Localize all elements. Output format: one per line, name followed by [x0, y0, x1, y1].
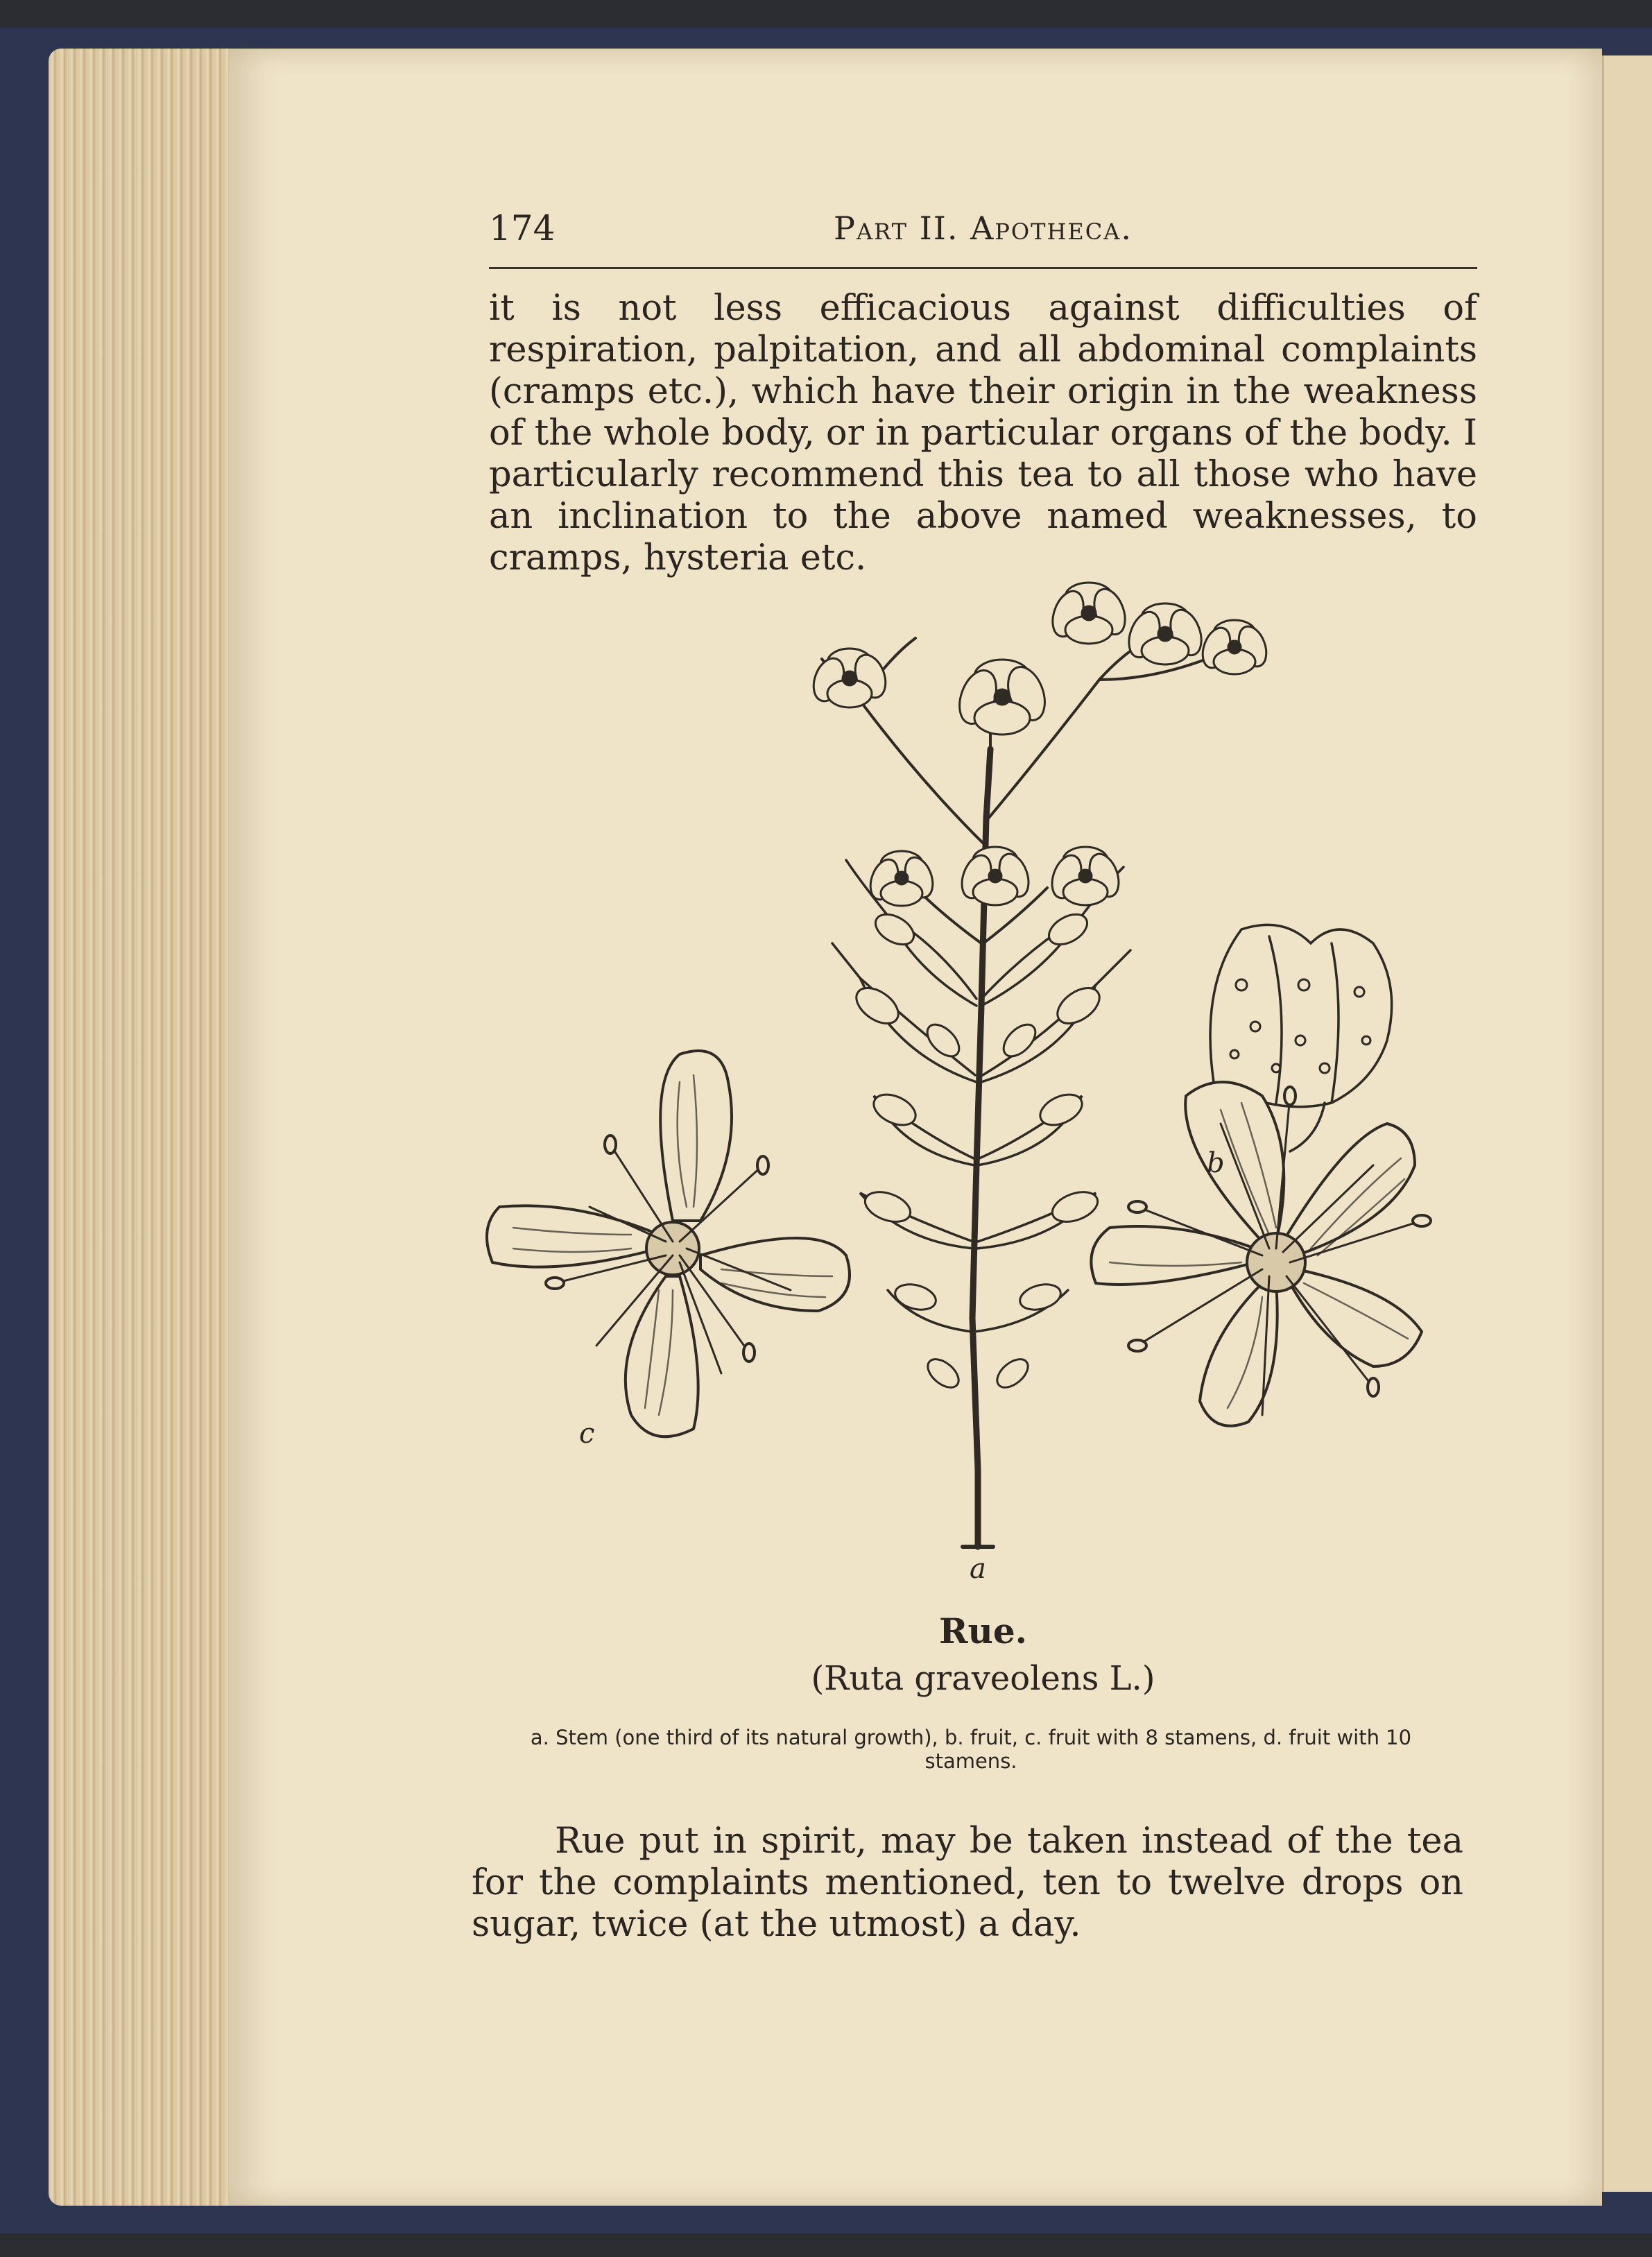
flower-mid-center — [956, 847, 1034, 905]
flower-mid-right — [1047, 847, 1124, 905]
rue-illustration — [472, 555, 1470, 1581]
flower-c — [487, 1051, 850, 1436]
page-number: 174 — [489, 208, 556, 248]
flower-top-left — [808, 649, 890, 707]
caption-legend: a. Stem (one third of its natural growth), b. fruit, c. fruit with 8 stamens, d. fruit with 10 stamens. — [530, 1726, 1412, 1773]
flower-mid-left — [866, 851, 938, 906]
body-paragraph-2: Rue put in spirit, may be taken instead of the tea for the complaints mentioned, ten to twelve drops on sugar, twice (at the utmost) a day. — [472, 1821, 1463, 1945]
flower-top-right-1 — [1047, 583, 1131, 644]
body-paragraph-1: it is not less efficacious against difficulties of respiration, palpitation, and all abdominal complaints (cramps etc.), which have their origin in the weakness of the whole body, or in particular organs of the body. I particularly recommend this tea to all those who have an inclination to the above named weaknesses, to cramps, hysteria etc. — [489, 288, 1478, 578]
flower-top-right-2 — [1124, 603, 1207, 664]
page-edges — [49, 49, 250, 2206]
page-header — [489, 201, 1477, 257]
facing-page-edge — [1602, 55, 1652, 2192]
flower-top-center — [953, 660, 1051, 735]
flower-top-right-3 — [1198, 620, 1271, 674]
header-rule — [489, 267, 1477, 269]
caption-latin: (Ruta graveolens L.) — [811, 1659, 1155, 1698]
figure-label-a: a — [970, 1553, 986, 1581]
figure-label-c: c — [579, 1418, 595, 1450]
flower-d — [1091, 1082, 1431, 1426]
caption-title: Rue. — [938, 1611, 1028, 1651]
running-title: Part II. Apotheca. — [834, 209, 1133, 247]
figure-label-b: b — [1207, 1147, 1225, 1179]
